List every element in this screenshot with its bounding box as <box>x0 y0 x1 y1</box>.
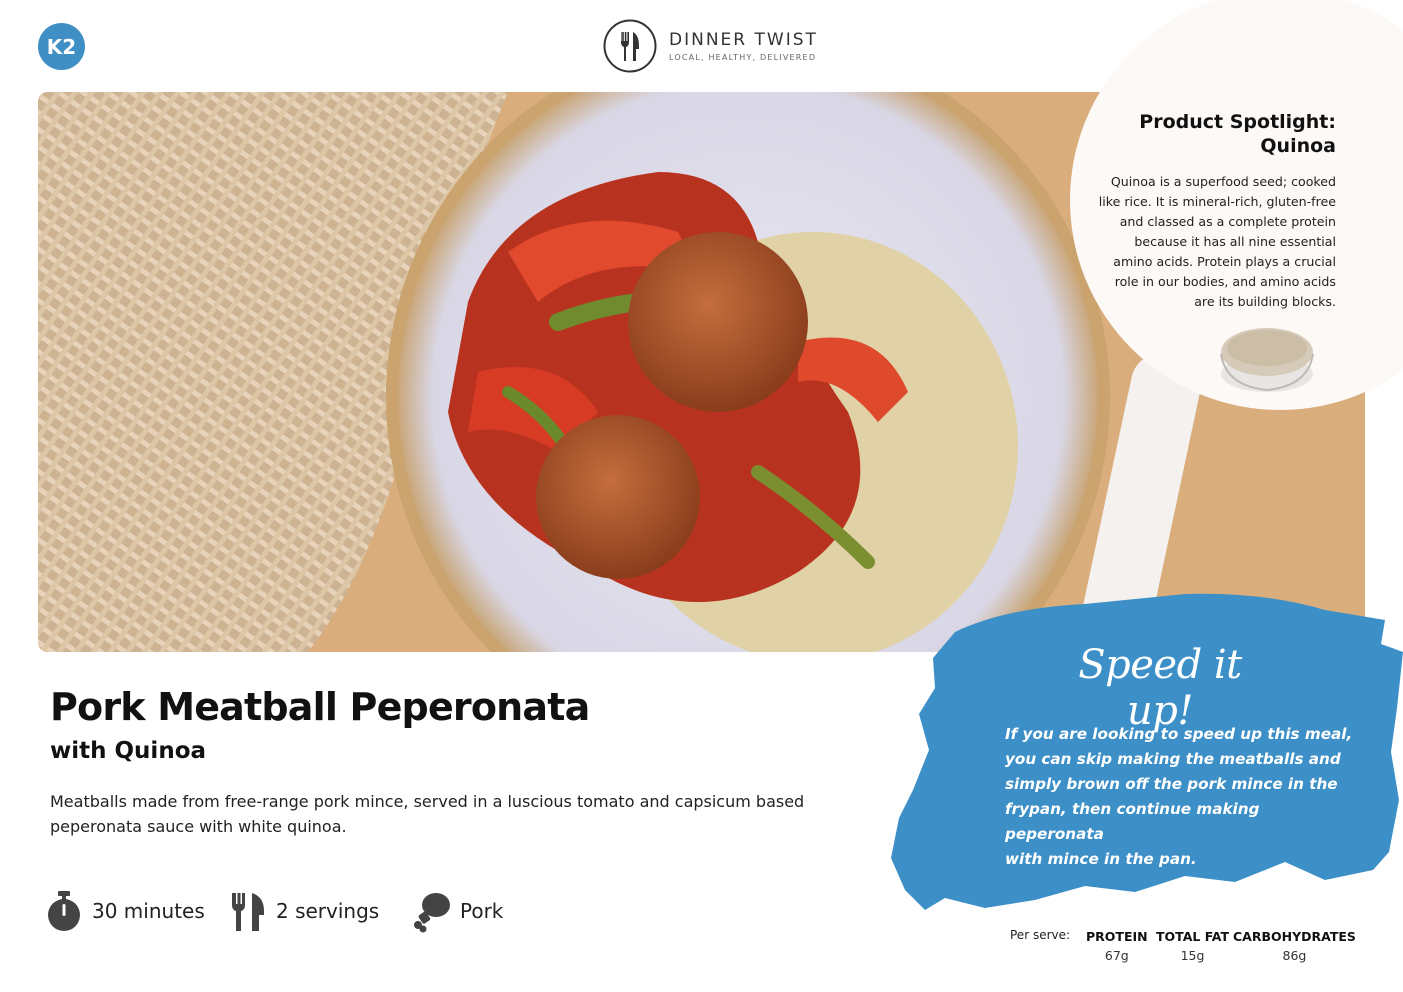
nutrition-protein <box>1086 929 1148 963</box>
speed-it-up-title: Speed it up! <box>1078 642 1242 734</box>
recipe-title: Pork Meatball Peperonata <box>50 685 590 729</box>
quinoa-bowl-image <box>1218 324 1316 394</box>
fat-value: 15g <box>1180 948 1205 963</box>
protein-value: 67g <box>1104 948 1129 963</box>
meta-servings <box>228 886 379 936</box>
per-serve-label: Per serve: <box>1010 928 1071 942</box>
cutlery-icon <box>228 889 268 933</box>
speed-it-up-body: If you are looking to speed up this meal, you can skip making the meatballs and simply brown off the pork mince in the frypan, then continue making peperonata with mince in the pan. <box>1005 725 1353 868</box>
recipe-code: K2 <box>46 34 77 59</box>
recipe-code-badge <box>38 23 85 70</box>
spotlight-body: Quinoa is a superfood seed; cooked like rice. It is mineral-rich, gluten-free and classed as a complete protein because it has all nine essential amino acids. Protein plays a crucial role in our bodies, and amino acids are its building blocks. <box>1098 174 1336 309</box>
meta-protein <box>412 886 503 936</box>
spotlight-title: Product Spotlight: Quinoa <box>1139 111 1336 157</box>
carbs-value: 86g <box>1282 948 1307 963</box>
brand-logo <box>603 18 818 74</box>
protein-heading: PROTEIN <box>1086 929 1148 944</box>
protein-label: Pork <box>460 899 504 923</box>
fat-heading: TOTAL FAT <box>1156 929 1230 944</box>
brand-name: DINNER TWIST <box>669 30 818 50</box>
nutrition-carbs <box>1233 929 1356 963</box>
meat-leg-icon <box>412 889 452 933</box>
nutrition-fat <box>1156 929 1229 963</box>
recipe-subtitle: with Quinoa <box>50 738 207 764</box>
carbs-heading: CARBOHYDRATES <box>1233 929 1356 944</box>
fork-knife-logo-icon <box>603 19 657 73</box>
recipe-description: Meatballs made from free-range pork mince, served in a luscious tomato and capsicum based peperonata sauce with white quinoa. <box>50 792 805 836</box>
meta-time <box>44 886 205 936</box>
servings-label: 2 servings <box>276 899 380 923</box>
time-label: 30 minutes <box>92 899 205 923</box>
brand-tagline: LOCAL, HEALTHY, DELIVERED <box>669 53 817 62</box>
stopwatch-icon <box>44 889 84 933</box>
product-spotlight <box>1090 110 1336 312</box>
